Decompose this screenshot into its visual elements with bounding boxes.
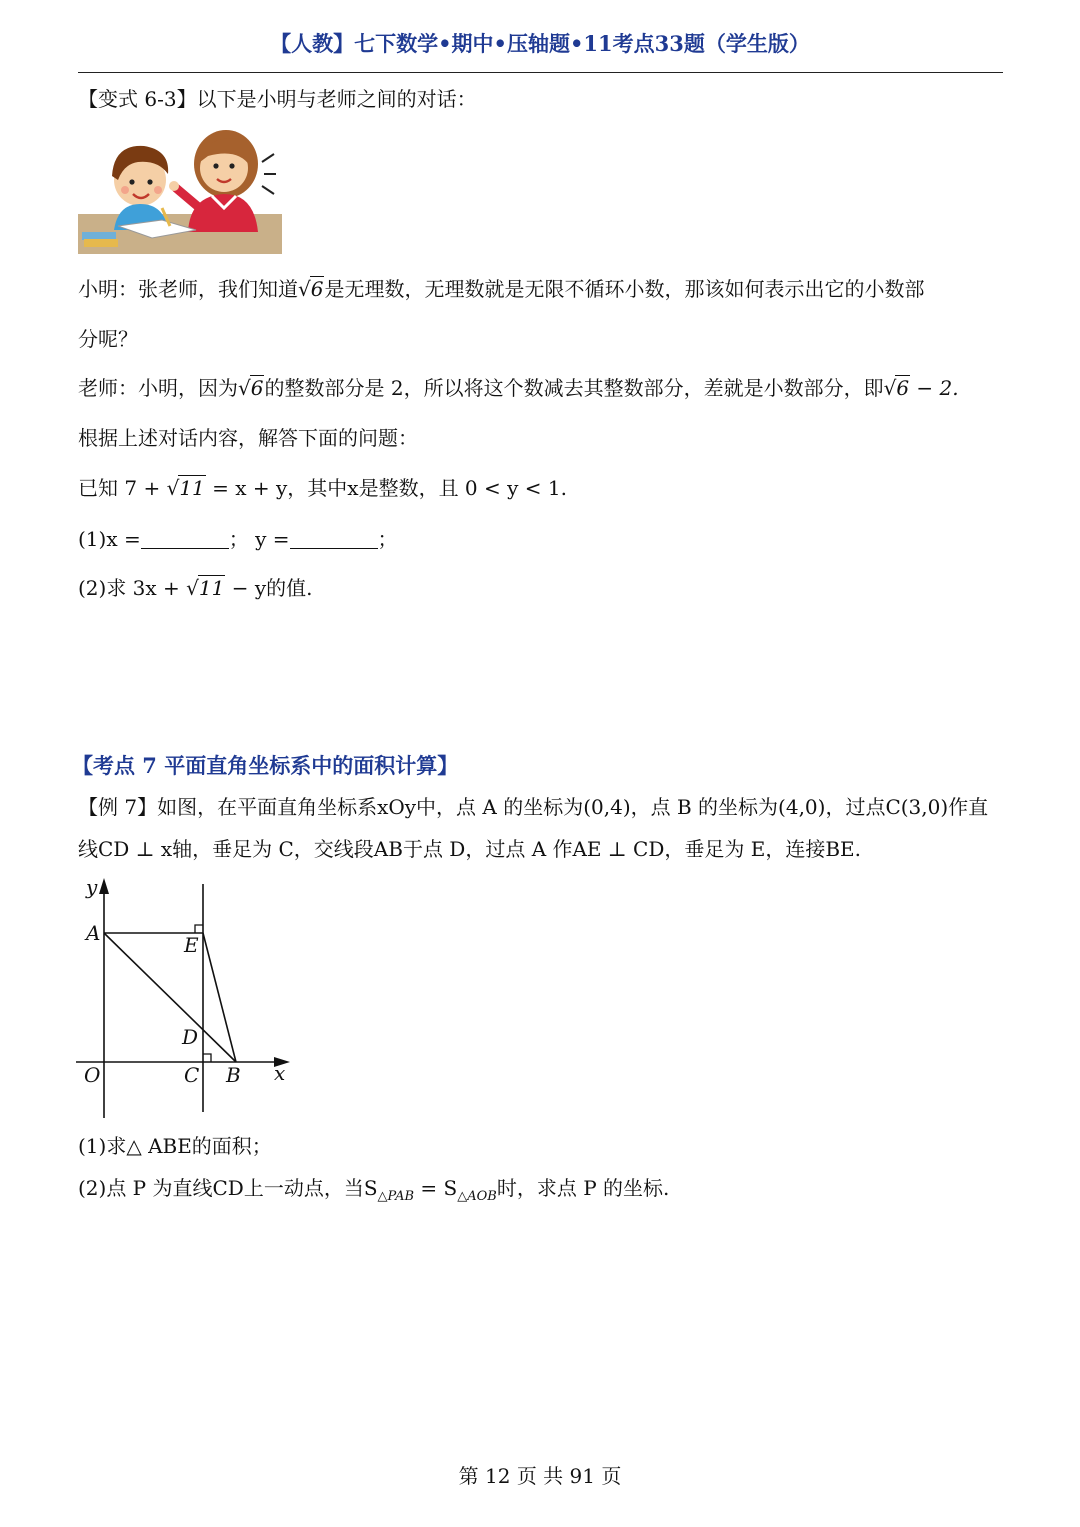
question-1	[78, 526, 398, 552]
text-segment: ； y =	[228, 527, 290, 551]
radicand: 6	[310, 277, 324, 301]
label-c: C	[184, 1063, 200, 1087]
right-angle-e-icon	[195, 925, 203, 933]
subscript: △AOB	[457, 1189, 497, 1204]
dialogue-xiaoming-line1	[78, 276, 924, 302]
page-header: 【人教】七下数学•期中•压轴题•11考点33题（学生版）	[270, 31, 810, 56]
boy-teacher-illustration	[78, 122, 284, 254]
example-7-question-2	[78, 1175, 669, 1210]
example-7-question-1: (1)求△ ABE的面积；	[78, 1134, 272, 1158]
dialogue-xiaoming-line2: 分呢？	[78, 327, 138, 351]
segment-be	[203, 933, 236, 1062]
sqrt-symbol: √	[238, 376, 251, 400]
answer-blank-x[interactable]	[141, 528, 229, 549]
text-segment: (2)点 P 为直线CD上一动点，当S	[78, 1176, 378, 1200]
page-footer: 第 12 页 共 91 页	[458, 1464, 622, 1488]
label-e: E	[184, 933, 199, 957]
y-axis-arrow-icon	[99, 878, 109, 894]
radicand: 6	[896, 376, 910, 400]
text-segment: ；	[377, 527, 398, 551]
example-7-line2: 线CD ⊥ x轴，垂足为 C，交线段AB于点 D，过点 A 作AE ⊥ CD，垂足为 E，连接BE.	[78, 837, 862, 861]
example-7-line1: 【例 7】如图，在平面直角坐标系xOy中，点 A 的坐标为(0,4)，点 B 的坐标为(4,0)，过点C(3,0)作直	[78, 795, 989, 819]
text-segment: 小明：张老师，我们知道	[78, 277, 298, 301]
text-segment: = x + y，其中x是整数，且 0 < y < 1.	[205, 476, 567, 500]
sqrt-symbol: √	[166, 476, 180, 500]
label-b: B	[226, 1063, 241, 1087]
text-segment: 的整数部分是 2，所以将这个数减去其整数部分，差就是小数部分，即	[264, 376, 884, 400]
text-segment: = S	[414, 1176, 458, 1200]
text-segment: − 2.	[910, 376, 959, 400]
variant-title: 【变式 6-3】以下是小明与老师之间的对话：	[78, 87, 477, 111]
instruction-line: 根据上述对话内容，解答下面的问题：	[78, 426, 418, 450]
section-7-title: 【考点 7 平面直角坐标系中的面积计算】	[72, 753, 459, 778]
label-d: D	[182, 1025, 199, 1049]
header-divider	[78, 72, 1003, 73]
label-a: A	[86, 921, 101, 945]
sqrt-symbol: √	[298, 277, 311, 301]
label-o: O	[84, 1063, 101, 1087]
given-equation	[78, 475, 567, 501]
text-segment: (1)x =	[78, 527, 141, 551]
question-2	[78, 575, 313, 601]
text-segment: 已知 7 +	[78, 476, 167, 500]
label-y: y	[86, 875, 98, 899]
radicand: 6	[250, 376, 264, 400]
label-x: x	[274, 1061, 286, 1085]
text-segment: 时，求点 P 的坐标.	[496, 1176, 670, 1200]
text-segment: 老师：小明，因为	[78, 376, 238, 400]
right-angle-c-icon	[203, 1054, 211, 1062]
sqrt-symbol: √	[186, 576, 199, 600]
answer-blank-y[interactable]	[290, 528, 378, 549]
subscript: △PAB	[377, 1189, 415, 1204]
dialogue-teacher-line	[78, 375, 959, 401]
radicand: 11	[179, 476, 205, 500]
radicand: 11	[198, 576, 225, 600]
segment-ab	[104, 933, 236, 1062]
sqrt-symbol: √	[883, 376, 897, 400]
text-segment: 是无理数，无理数就是无限不循环小数，那该如何表示出它的小数部	[324, 277, 925, 301]
text-segment: − y的值.	[225, 576, 313, 600]
text-segment: (2)求 3x +	[78, 576, 187, 600]
coordinate-diagram	[72, 872, 298, 1122]
